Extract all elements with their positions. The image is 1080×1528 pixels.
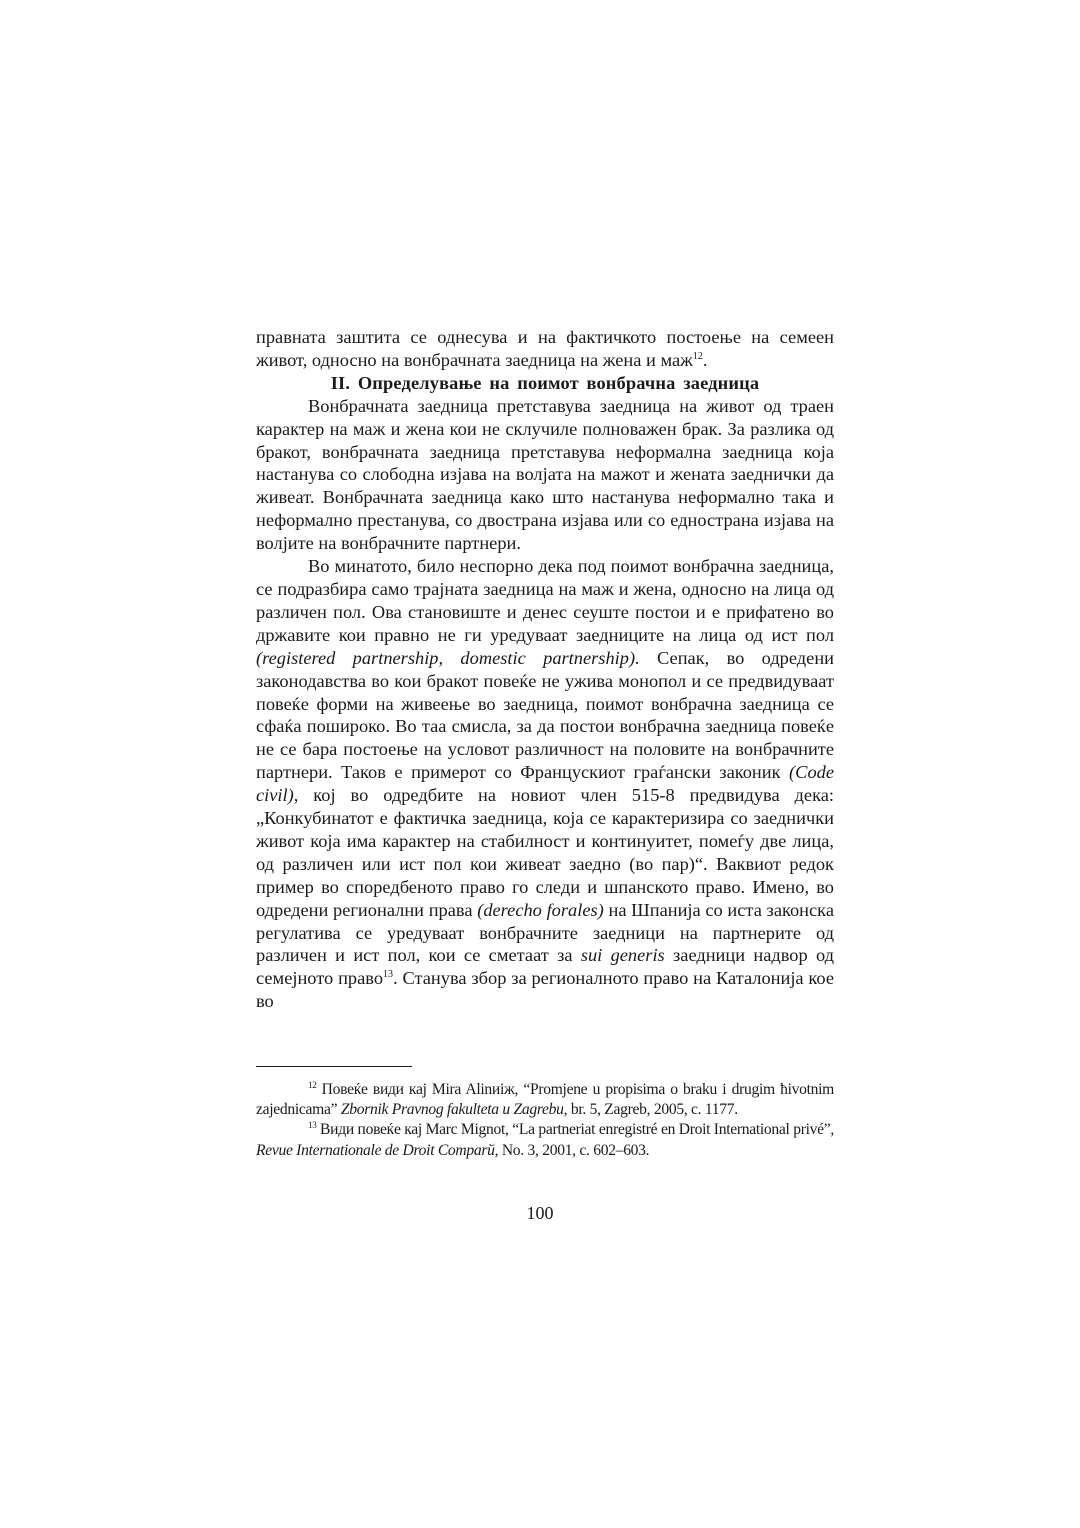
punctuation: . — [702, 349, 708, 370]
footnote-12 — [256, 1080, 834, 1120]
footnote-text: Повеќе види кај Mira Alinиіж, “Promjene u propisima o braku i drugim ћivotnim zajednicama” — [256, 1081, 834, 1119]
footnote-journal: Revue Internationale de Droit Comparй, — [256, 1141, 499, 1159]
footnote-divider — [256, 1066, 412, 1067]
footnote-13 — [256, 1120, 834, 1160]
page-number: 100 — [526, 1203, 554, 1223]
paragraph-text: Во минатото, било неспорно дека под поимот вонбрачна заедница, се подразбира само трајната заедница на маж и жена, односно на лица од различен пол. Ова становиште и денес сеуште постои и е прифатено во државите кои правно не ги уредуваат заедниците на лица од ист пол — [256, 556, 834, 645]
footnote-number: 12 — [308, 1080, 317, 1090]
italic-term: (derecho forales) — [477, 899, 604, 920]
footnote-text: No. 3, 2001, с. 602–603. — [498, 1141, 650, 1159]
paragraph-text: заедници надвор од семејното право — [256, 945, 834, 989]
paragraph-intro — [256, 326, 834, 372]
italic-term: (registered partnership, domestic partnership). — [256, 647, 640, 668]
paragraph-text: , кој во одредбите на новиот член 515-8 предвидува дека: „Конкубинатот е фактичка заедница, која се карактеризира со заеднички живот која има карактер на стабилност и континуитет, помеѓу две лица, од различен или ист пол кои живеат заедно (во пар)“. Ваквиот редок пример во споредбеното право го следи и шпанското право. Имено, во одредени регионални права — [256, 785, 834, 920]
paragraph-text: правната заштита се однесува и на фактичкото постоење на семеен живот, односно на вонбрачната заедница на жена и маж — [256, 327, 834, 370]
footnote-number: 13 — [308, 1120, 317, 1131]
footnote-ref-12[interactable]: 12 — [692, 350, 703, 362]
italic-term: (Code civil) — [256, 762, 834, 806]
paragraph-history — [256, 555, 834, 1013]
section-heading: II. Определување на поимот вонбрачна заедница — [330, 372, 760, 393]
main-text — [256, 326, 834, 1013]
paragraph-text: на Шпанија со иста законска регулатива се уредуваат вонбрачните заедници на партнерите од различен и ист пол, кои се сметаат за — [256, 899, 834, 966]
footnote-ref-13[interactable]: 13 — [383, 969, 394, 981]
paragraph-text: . Станува збор за регионалното право на Каталонија кое во — [256, 968, 835, 1012]
italic-term: sui generis — [580, 945, 665, 966]
footnote-text: br. 5, Zagreb, 2005, с. 1177. — [567, 1101, 738, 1119]
footnote-journal: Zbornik Pravnog fakulteta u Zagrebu, — [340, 1101, 568, 1119]
paragraph-text: Сепак, во одредени законодавства во кои бракот повеќе не ужива монопол и се предвидуваат повеќе форми на живеење во заедница, поимот вонбрачна заедница се сфаќа пошироко. Во таа смисла, за да постои вонбрачна заедница повеќе не се бара постоење на условот различност на половите на вонбрачните партнери. Таков е примерот со Францускиот граѓански законик — [256, 647, 834, 783]
paragraph-definition: Вонбрачната заедница претставува заедница на живот од траен карактер на маж и жена кои не склучиле полноважен брак. За разлика од бракот, вонбрачната заедница претставува неформална заедница која настанува со слободна изјава на волјата на мажот и жената заеднички да живеат. Вонбрачната заедница како што настанува неформално така и неформално престанува, со двострана изјава или со еднострана изјава на волјите на вонбрачните партнери. — [256, 395, 834, 554]
footnote-text: Види повеќе кај Marc Mignot, “La partneriat enregistré en Droit International privé”, — [316, 1121, 834, 1139]
footnotes — [256, 1080, 834, 1161]
